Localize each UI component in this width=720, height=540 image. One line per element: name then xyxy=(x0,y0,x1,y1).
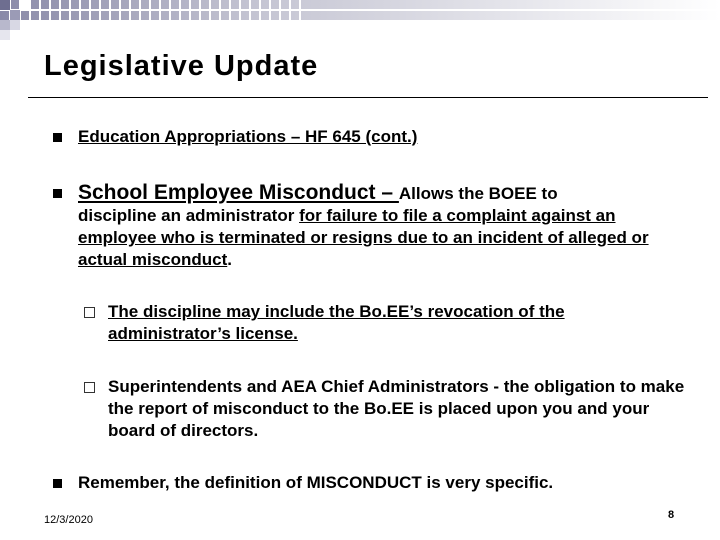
bullet-misconduct xyxy=(78,182,693,271)
sub-bullet-revocation: The discipline may include the Bo.EE’s revocation of the administrator’s license. xyxy=(108,302,565,343)
hollow-square-bullet-icon xyxy=(84,307,95,318)
bullet-remember: Remember, the definition of MISCONDUCT is very specific. xyxy=(78,473,554,492)
title-divider xyxy=(28,97,708,98)
square-bullet-icon xyxy=(53,133,62,142)
misconduct-intro: Allows the BOEE to xyxy=(398,184,558,203)
slide-date: 12/3/2020 xyxy=(44,514,93,526)
sub-bullet-superintendents: Superintendents and AEA Chief Administrators - the obligation to make the report of misconduct to the Bo.EE is placed upon you and your board of directors. xyxy=(108,377,685,440)
misconduct-heading: School Employee Misconduct – xyxy=(78,181,399,204)
misconduct-line-start: discipline an administrator xyxy=(78,206,300,225)
square-bullet-icon xyxy=(53,479,62,488)
square-bullet-icon xyxy=(53,189,62,198)
bullet-appropriations: Education Appropriations – HF 645 (cont.) xyxy=(78,127,418,146)
page-number: 8 xyxy=(668,509,675,521)
hollow-square-bullet-icon xyxy=(84,382,95,393)
misconduct-end: . xyxy=(227,250,232,269)
slide-title: Legislative Update xyxy=(44,50,319,82)
header-decoration xyxy=(0,0,720,40)
misconduct-underlined: for failure to file a complaint against an employee who is terminated or resigns due to an incident of alleged or actual misconduct xyxy=(78,206,649,269)
